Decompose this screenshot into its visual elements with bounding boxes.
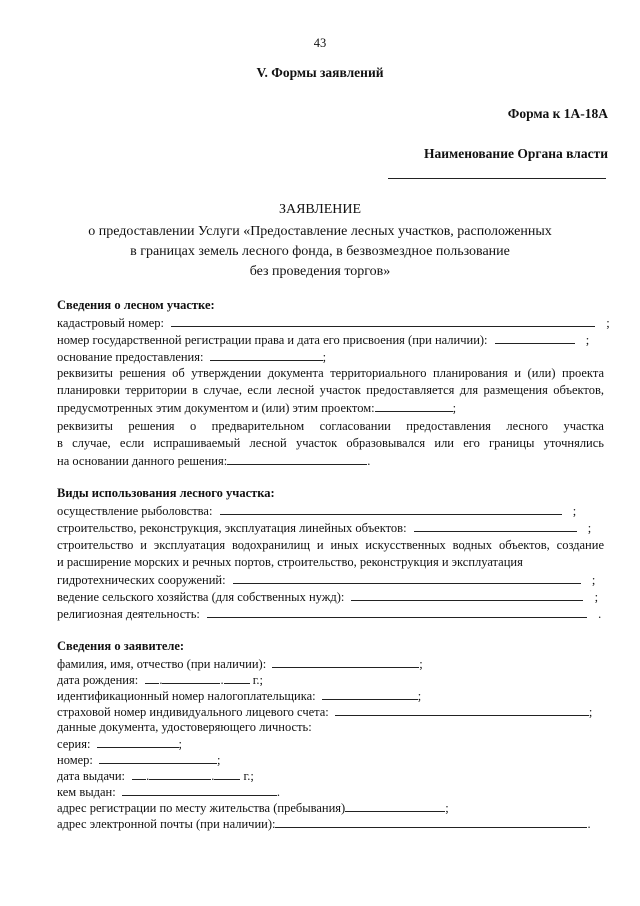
- number-label: номер:: [57, 753, 93, 767]
- email-row: адрес электронной почты (при наличии): .: [57, 817, 591, 831]
- birth-year-field[interactable]: [224, 672, 250, 684]
- series-row: серия: ;: [57, 737, 183, 751]
- inn-row: идентификационный номер налогоплательщика: ;: [57, 689, 422, 703]
- email-field[interactable]: [275, 816, 587, 828]
- fio-field[interactable]: [272, 656, 419, 668]
- birth-row: дата рождения: . . г.;: [57, 673, 264, 687]
- agri-label: ведение сельского хозяйства (для собственных нужд):: [57, 590, 345, 604]
- water-field[interactable]: [233, 572, 581, 584]
- birth-month-field[interactable]: [162, 672, 220, 684]
- reg-address-row: адрес регистрации по месту жительства (пребывания) ;: [57, 801, 449, 815]
- series-field[interactable]: [97, 736, 179, 748]
- snils-label: страховой номер индивидуального лицевого счета:: [57, 705, 329, 719]
- inn-field[interactable]: [322, 688, 418, 700]
- religious-row: религиозная деятельность: .: [57, 607, 602, 621]
- cadastral-label: кадастровый номер:: [57, 316, 165, 330]
- linear-field[interactable]: [414, 520, 577, 532]
- issue-date-row: дата выдачи: . . г.;: [57, 769, 254, 783]
- snils-row: страховой номер индивидуального лицевого счета: ;: [57, 705, 593, 719]
- fio-label: фамилия, имя, отчество (при наличии):: [57, 657, 267, 671]
- water-line-1: строительство и эксплуатация водохранилищ и иных искусственных водных объектов, создание: [57, 538, 604, 552]
- issue-date-label: дата выдачи:: [57, 769, 126, 783]
- water-row: гидротехнических сооружений: ;: [57, 573, 596, 587]
- page-number: 43: [313, 36, 327, 50]
- terr-plan-line-1: реквизиты решения об утверждении документа территориального планирования и (или) проекта: [57, 366, 604, 380]
- cadastral-field[interactable]: [171, 315, 595, 327]
- issued-by-field[interactable]: [122, 784, 277, 796]
- terr-plan-field[interactable]: [375, 400, 453, 412]
- form-label: Форма к 1А-18А: [507, 106, 608, 121]
- linear-label: строительство, реконструкция, эксплуатация линейных объектов:: [57, 521, 407, 535]
- fishing-row: осуществление рыболовства: ;: [57, 504, 577, 518]
- basis-field[interactable]: [210, 349, 323, 361]
- doc-title: ЗАЯВЛЕНИЕ: [278, 202, 362, 217]
- section-title: V. Формы заявлений: [256, 65, 384, 80]
- water-line-3: гидротехнических сооружений:: [57, 573, 226, 587]
- snils-field[interactable]: [335, 704, 589, 716]
- linear-row: строительство, реконструкция, эксплуатация линейных объектов: ;: [57, 521, 592, 535]
- issue-day-field[interactable]: [132, 768, 146, 780]
- authority-label: Наименование Органа власти: [423, 146, 608, 161]
- usage-section-heading: Виды использования лесного участка:: [57, 486, 275, 500]
- prelim-line-2: в случае, если испрашиваемый лесной участок образовывался или его границы уточнялись: [57, 436, 604, 450]
- doc-subtitle-1: о предоставлении Услуги «Предоставление лесных участков, расположенных: [88, 224, 552, 239]
- reg-address-label: адрес регистрации по месту жительства (пребывания): [57, 801, 346, 815]
- terr-plan-row: предусмотренных этим документом и (или) этим проектом: ;: [57, 401, 457, 415]
- agri-row: ведение сельского хозяйства (для собственных нужд): ;: [57, 590, 599, 604]
- water-line-2: и расширение морских и речных портов, строительство, реконструкция и эксплуатация: [57, 555, 523, 569]
- state-reg-field[interactable]: [495, 332, 575, 344]
- issue-year-suffix: г.;: [243, 769, 254, 783]
- authority-line[interactable]: [388, 178, 606, 179]
- number-row: номер: ;: [57, 753, 221, 767]
- cadastral-row: кадастровый номер: ;: [57, 316, 610, 330]
- basis-row: основание предоставления: ;: [57, 350, 327, 364]
- terr-plan-line-3: предусмотренных этим документом и (или) этим проектом:: [57, 401, 375, 415]
- terr-plan-line-2: планировки территории в случае, если лесной участок предоставляется для размещения объектов,: [57, 383, 604, 397]
- state-reg-label: номер государственной регистрации права и дата его присвоения (при наличии):: [57, 333, 488, 347]
- prelim-line-3: на основании данного решения:: [57, 454, 228, 468]
- forest-section-heading: Сведения о лесном участке:: [57, 298, 215, 312]
- prelim-row: на основании данного решения: .: [57, 454, 371, 468]
- state-reg-row: номер государственной регистрации права и дата его присвоения (при наличии): ;: [57, 333, 590, 347]
- issue-year-field[interactable]: [214, 768, 240, 780]
- prelim-field[interactable]: [227, 453, 367, 465]
- fio-row: фамилия, имя, отчество (при наличии): ;: [57, 657, 423, 671]
- reg-address-field[interactable]: [345, 800, 445, 812]
- issue-month-field[interactable]: [149, 768, 211, 780]
- applicant-section-heading: Сведения о заявителе:: [57, 639, 185, 653]
- birth-label: дата рождения:: [57, 673, 139, 687]
- religious-label: религиозная деятельность:: [57, 607, 200, 621]
- prelim-line-1: реквизиты решения о предварительном согласовании предоставления лесного участка: [57, 419, 604, 433]
- birth-day-field[interactable]: [145, 672, 159, 684]
- issued-by-label: кем выдан:: [57, 785, 116, 799]
- birth-year-suffix: г.;: [252, 673, 264, 687]
- religious-field[interactable]: [207, 606, 587, 618]
- doc-subtitle-3: без проведения торгов»: [249, 264, 391, 279]
- email-label: адрес электронной почты (при наличии):: [57, 817, 276, 831]
- issued-by-row: кем выдан: .: [57, 785, 280, 799]
- fishing-field[interactable]: [220, 503, 562, 515]
- basis-label: основание предоставления:: [57, 350, 204, 364]
- series-label: серия:: [57, 737, 91, 751]
- id-doc-label: данные документа, удостоверяющего личность:: [57, 720, 312, 734]
- agri-field[interactable]: [351, 589, 583, 601]
- fishing-label: осуществление рыболовства:: [57, 504, 213, 518]
- number-field[interactable]: [99, 752, 217, 764]
- doc-subtitle-2: в границах земель лесного фонда, в безвозмездное пользование: [130, 244, 510, 259]
- inn-label: идентификационный номер налогоплательщика:: [57, 689, 316, 703]
